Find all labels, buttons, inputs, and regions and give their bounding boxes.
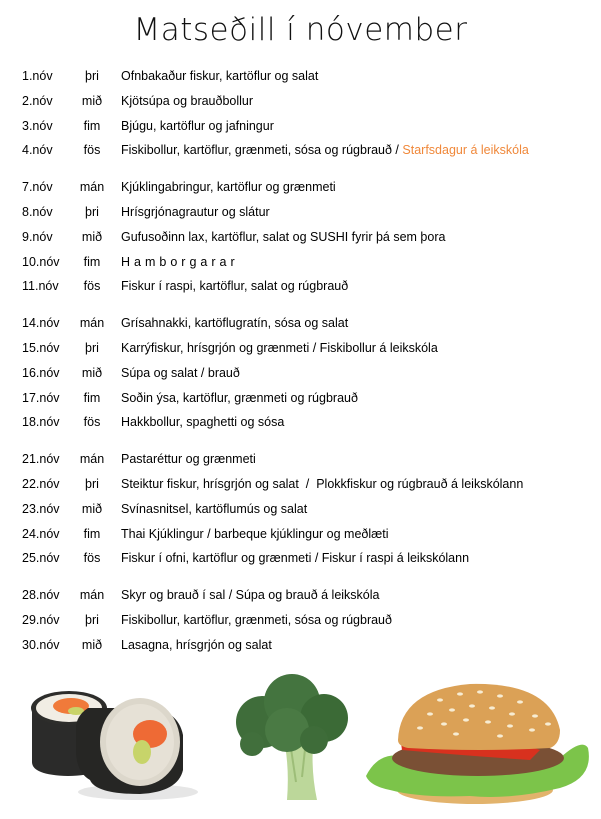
date: 23.nóv (22, 501, 60, 516)
dish: Fiskur í raspi, kartöflur, salat og rúgbrauð (121, 279, 349, 294)
dish: Fiskibollur, kartöflur, grænmeti, sósa og rúgbrauð (121, 612, 392, 627)
weekday: þri (85, 69, 99, 83)
dish: Pastaréttur og grænmeti (121, 452, 256, 467)
weekday: fim (83, 526, 101, 541)
menu-row (0, 114, 601, 139)
date: 17.nóv (22, 390, 60, 405)
weekday: mán (79, 452, 105, 467)
menu-row (0, 608, 601, 633)
weekday: mið (81, 365, 103, 380)
weekday: mið (81, 501, 103, 516)
menu-row (0, 472, 601, 497)
dish: Súpa og salat / brauð (121, 365, 240, 380)
dish: Hakkbollur, spaghetti og sósa (121, 415, 285, 430)
weekday: fös (83, 143, 101, 158)
date: 25.nóv (22, 551, 60, 566)
date: 15.nóv (22, 340, 60, 355)
menu-row (0, 336, 601, 361)
menu-row (0, 311, 601, 336)
menu-row (0, 522, 601, 547)
date: 1.nóv (22, 69, 53, 83)
weekday: fös (83, 279, 101, 294)
date: 7.nóv (22, 180, 53, 195)
hamburger-image (360, 678, 596, 808)
date: 9.nóv (22, 229, 53, 244)
weekday: mið (81, 229, 103, 244)
date: 3.nóv (22, 118, 53, 133)
dish: Skyr og brauð í sal / Súpa og brauð á leikskóla (121, 588, 380, 603)
date: 29.nóv (22, 612, 60, 627)
date: 18.nóv (22, 415, 60, 430)
page-title: Matseðill í nóvember (133, 12, 468, 48)
weekday: mán (79, 316, 105, 331)
weekday: þri (85, 340, 99, 355)
date: 21.nóv (22, 452, 60, 467)
week-separator (0, 571, 601, 583)
menu-row (0, 274, 601, 299)
menu-row (0, 89, 601, 114)
menu-row (0, 583, 601, 608)
weekday: þri (85, 204, 99, 219)
weekday: mán (79, 180, 105, 195)
menu-row (0, 361, 601, 386)
dish: Karrýfiskur, hrísgrjón og grænmeti / Fiskibollur á leikskóla (121, 340, 438, 355)
menu-row (0, 497, 601, 522)
food-images (0, 668, 601, 819)
dish: Soðin ýsa, kartöflur, grænmeti og rúgbrauð (121, 390, 358, 405)
menu-row (0, 447, 601, 472)
date: 24.nóv (22, 526, 60, 541)
dish: Hrísgrjónagrautur og slátur (121, 204, 270, 219)
weekday: fös (83, 415, 101, 430)
dish: Steiktur fiskur, hrísgrjón og salat / Plokkfiskur og rúgbrauð á leikskólann (121, 476, 524, 491)
week-separator (0, 163, 601, 175)
weekday: þri (85, 476, 99, 491)
weekday: fös (83, 551, 101, 566)
date: 8.nóv (22, 204, 53, 219)
date: 30.nóv (22, 637, 60, 652)
broccoli-image (232, 672, 352, 802)
menu-row (0, 546, 601, 571)
menu-row (0, 64, 601, 89)
dish-text: Fiskibollur, kartöflur, grænmeti, sósa og rúgbrauð / (121, 143, 403, 158)
menu-row (0, 175, 601, 200)
dish: Gufusoðinn lax, kartöflur, salat og SUSHI fyrir þá sem þora (121, 229, 446, 244)
sushi-image (28, 680, 203, 805)
weekday: mið (81, 93, 103, 108)
date: 28.nóv (22, 588, 60, 603)
dish: Lasagna, hrísgrjón og salat (121, 637, 272, 652)
dish-with-note (121, 138, 529, 163)
weekday: mán (79, 588, 105, 603)
menu-row (0, 225, 601, 250)
menu-row (0, 386, 601, 411)
dish: Thai Kjúklingur / barbeque kjúklingur og meðlæti (121, 526, 389, 541)
weekday: þri (85, 612, 99, 627)
weekday: fim (83, 118, 101, 133)
dish: Grísahnakki, kartöflugratín, sósa og salat (121, 316, 349, 331)
staff-day-note: Starfsdagur á leikskóla (402, 143, 529, 158)
date: 16.nóv (22, 365, 60, 380)
date: 22.nóv (22, 476, 60, 491)
dish: Kjúklingabringur, kartöflur og grænmeti (121, 180, 336, 195)
date: 4.nóv (22, 143, 53, 158)
date: 2.nóv (22, 93, 53, 108)
menu-list (0, 64, 601, 658)
dish: Ofnbakaður fiskur, kartöflur og salat (121, 69, 319, 83)
menu-row (0, 138, 601, 163)
weekday: mið (81, 637, 103, 652)
dish: Svínasnitsel, kartöflumús og salat (121, 501, 308, 516)
week-separator (0, 299, 601, 311)
menu-row (0, 633, 601, 658)
dish: Fiskur í ofni, kartöflur og grænmeti / Fiskur í raspi á leikskólann (121, 551, 470, 566)
menu-row (0, 200, 601, 225)
dish: Kjötsúpa og brauðbollur (121, 93, 254, 108)
menu-row (0, 410, 601, 435)
date: 11.nóv (22, 279, 59, 294)
dish: Bjúgu, kartöflur og jafningur (121, 118, 274, 133)
weekday: fim (83, 254, 101, 269)
menu-row (0, 250, 601, 275)
date: 10.nóv (22, 254, 60, 269)
week-separator (0, 435, 601, 447)
weekday: fim (83, 390, 101, 405)
date: 14.nóv (22, 316, 60, 331)
dish: Hamborgarar (121, 254, 239, 269)
